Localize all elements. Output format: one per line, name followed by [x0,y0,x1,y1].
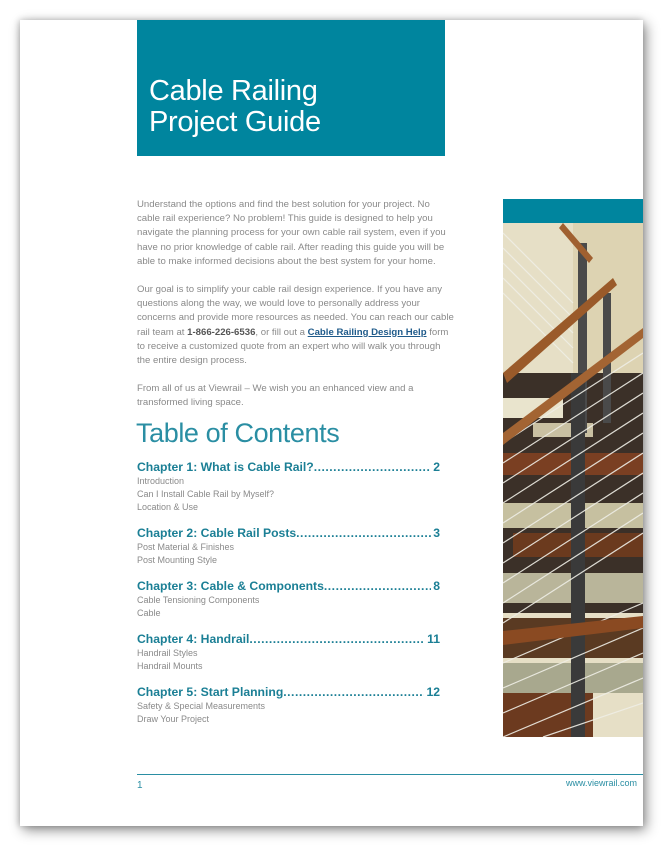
toc-sub-item: Cable [137,608,161,618]
intro-paragraph-2-text: form to receive a customized quote from an expert who will walk you through the entire design process. [137,326,449,367]
toc-chapter-link[interactable] [137,684,440,700]
toc-chapter-link[interactable] [137,525,440,541]
toc-sub-item: Draw Your Project [137,714,210,724]
staircase-photo [503,223,643,737]
toc-sub-item: Post Mounting Style [137,555,218,565]
toc-chapter-2 [137,525,440,567]
table-of-contents [137,459,440,737]
leader-dots [296,525,431,541]
toc-chapter-4 [137,631,440,673]
intro-paragraph-2 [137,283,455,368]
title-banner [137,20,445,156]
intro-paragraph-2-text: , or fill out a [255,326,308,338]
chapter-title: Chapter 4: Handrail [137,632,250,646]
leader-dots [314,459,431,475]
intro-paragraph-3: From all of us at Viewrail – We wish you an enhanced view and a transformed living space. [137,383,414,409]
chapter-title: Chapter 1: What is Cable Rail? [137,460,314,474]
toc-chapter-link[interactable] [137,631,440,647]
toc-chapter-1 [137,459,440,514]
leader-dots [283,684,424,700]
chapter-page-number: 11 [427,632,440,646]
page-number: 1 [137,780,143,791]
toc-sub-item: Handrail Styles [137,648,198,658]
chapter-title: Chapter 5: Start Planning [137,685,284,699]
toc-sub-item: Can I Install Cable Rail by Myself? [137,489,275,499]
toc-sub-item: Post Material & Finishes [137,542,235,552]
chapter-title: Chapter 3: Cable & Components [137,579,324,593]
intro-paragraph-2-text: Our goal is to simplify your cable rail design experience. If you have any questions along the way, we would love to personally address your concerns and provide more resources as needed. You can reach our cable rail team at [137,284,454,338]
document-title [149,76,321,138]
toc-chapter-3 [137,578,440,620]
leader-dots [324,578,431,594]
chapter-page-number: 12 [426,685,440,699]
chapter-page-number: 3 [433,526,440,540]
toc-heading: Table of Contents [136,418,340,448]
intro-text [137,198,455,425]
chapter-page-number: 2 [433,460,440,474]
toc-sub-item: Introduction [137,476,185,486]
footer-divider [137,774,643,775]
document-page [20,20,643,826]
toc-chapter-link[interactable] [137,578,440,594]
title-line-2: Project Guide [149,106,321,138]
toc-chapter-5 [137,684,440,726]
website-link[interactable]: www.viewrail.com [565,778,637,788]
design-help-link[interactable]: Cable Railing Design Help [307,326,427,338]
leader-dots [249,631,425,647]
toc-sub-item: Safety & Special Measurements [137,701,266,711]
chapter-title: Chapter 2: Cable Rail Posts [137,526,297,540]
toc-chapter-link[interactable] [137,459,440,475]
title-line-1: Cable Railing [149,75,318,107]
cable-railing-illustration [503,223,643,737]
toc-sub-item: Location & Use [137,502,199,512]
chapter-page-number: 8 [433,579,440,593]
phone-number: 1-866-226-6536 [187,326,256,338]
intro-paragraph-1: Understand the options and find the best solution for your project. No cable rail experience? No problem! This guide is designed to help you navigate the planning process for your own cable rail system, even if you have no prior knowledge of cable rail. After reading this guide you will be able to make informed decisions about the best system for your home. [137,199,446,267]
toc-sub-item: Cable Tensioning Components [137,595,260,605]
toc-sub-item: Handrail Mounts [137,661,203,671]
photo-accent-band [503,199,643,223]
